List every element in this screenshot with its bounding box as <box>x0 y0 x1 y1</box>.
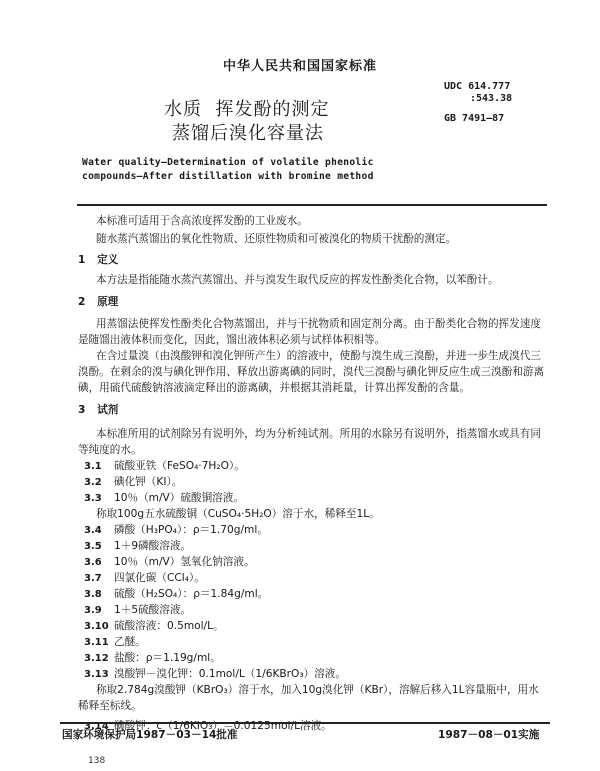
approval-date: 国家环境保护局1987－03－14批准 <box>62 729 238 741</box>
section3-intro-line1: 本标准所用的试剂除另有说明外，均为分析纯试剂。所用的水除另有说明外，指蒸馏水或具有同 <box>96 428 541 440</box>
section2-p2-line2: 溴酚。在剩余的溴与碘化钾作用、释放出游离碘的同时，溴代三溴酚与碘化钾反应生成三溴酚和游离 <box>78 366 545 378</box>
item-text: 称取2.784g溴酸钾（KBrO₃）溶于水，加入10g溴化钾（KBr），溶解后移入1L容量瓶中，用水 <box>96 684 539 696</box>
item-number: 3.9 <box>84 605 102 616</box>
section1-heading <box>78 254 118 267</box>
section3-title: 试剂 <box>97 404 119 416</box>
item-number: 3.2 <box>84 477 102 488</box>
section1-number: 1 <box>78 254 86 266</box>
bottom-divider <box>60 722 550 724</box>
section3-heading <box>78 404 118 417</box>
item-number: 3.11 <box>84 637 109 648</box>
english-title-line2: compounds—After distillation with bromine method <box>82 171 374 182</box>
item-text: 稀释至标线。 <box>78 700 142 712</box>
implementation-date: 1987－08－01实施 <box>438 729 540 741</box>
page-number: 138 <box>88 756 106 766</box>
section2-p1-line1: 用蒸馏法使挥发性酚类化合物蒸馏出，并与干扰物质和固定剂分离。由于酚类化合物的挥发速度 <box>96 318 541 330</box>
item-number: 3.12 <box>84 653 109 664</box>
item-text: 碘化钾（KI）。 <box>114 476 183 488</box>
item-number: 3.6 <box>84 557 102 568</box>
item-text: 磷酸（H₃PO₄）：ρ＝1.70g/ml。 <box>114 524 268 536</box>
item-text: 1＋5硫酸溶液。 <box>114 604 192 616</box>
item-text: 四氯化碳（CCl₄）。 <box>114 572 205 584</box>
item-text: 1＋9磷酸溶液。 <box>114 540 192 552</box>
item-number: 3.8 <box>84 589 102 600</box>
item-text: 硫酸亚铁（FeSO₄·7H₂O）。 <box>114 460 245 472</box>
item-number: 3.10 <box>84 621 109 632</box>
gb-standard-code: GB 7491—87 <box>444 113 505 124</box>
section2-p2-line3: 碘，用硫代硫酸钠溶液滴定释出的游离碘，并根据其消耗量，计算出挥发酚的含量。 <box>78 382 470 394</box>
section2-p2-line1: 在含过量溴（由溴酸钾和溴化钾所产生）的溶液中，使酚与溴生成三溴酚，并进一步生成溴代三 <box>96 350 541 362</box>
section1-text: 本方法是指能随水蒸汽蒸馏出、并与溴发生取代反应的挥发性酚类化合物，以苯酚计。 <box>96 274 499 286</box>
top-divider <box>77 204 547 206</box>
item-text: 硫酸溶液：0.5mol/L。 <box>114 620 224 632</box>
section1-title: 定义 <box>97 254 119 266</box>
section3-number: 3 <box>78 404 86 416</box>
section3-intro-line2: 等纯度的水。 <box>78 444 142 456</box>
item-text: 溴酸钾－溴化钾：0.1mol/L（1/6KBrO₃）溶液。 <box>114 668 346 680</box>
section2-p1-line2: 是随馏出液体积而变化，因此，馏出液体积必须与试样体积相等。 <box>78 334 386 346</box>
section2-heading <box>78 296 118 309</box>
item-number: 3.3 <box>84 493 102 504</box>
item-text: 盐酸：ρ＝1.19g/ml。 <box>114 652 221 664</box>
item-text: 10％（m/V）氢氧化钠溶液。 <box>114 556 255 568</box>
section2-title: 原理 <box>97 296 119 308</box>
chinese-title-line1: 水质 挥发酚的测定 <box>164 99 330 120</box>
item-number: 3.1 <box>84 461 102 472</box>
issuing-authority: 中华人民共和国国家标准 <box>222 59 377 74</box>
item-number: 3.14 <box>84 721 109 732</box>
item-number: 3.5 <box>84 541 102 552</box>
item-number: 3.4 <box>84 525 102 536</box>
chinese-title-line2: 蒸馏后溴化容量法 <box>172 123 324 144</box>
item-text: 称取100g五水硫酸铜（CuSO₄·5H₂O）溶于水，稀释至1L。 <box>96 508 380 520</box>
item-number: 3.13 <box>84 669 109 680</box>
item-text: 碘酸钾：c（1/6KIO₃）＝0.0125mol/L溶液。 <box>114 720 332 732</box>
udc-code-line2: :543.38 <box>470 93 513 104</box>
item-text: 硫酸（H₂SO₄）：ρ＝1.84g/ml。 <box>114 588 269 600</box>
item-number: 3.7 <box>84 573 102 584</box>
section2-number: 2 <box>78 296 86 308</box>
udc-code-line1: UDC 614.777 <box>444 81 511 92</box>
intro-line2: 随水蒸汽蒸馏出的氧化性物质、还原性物质和可被溴化的物质干扰酚的测定。 <box>96 233 457 245</box>
english-title-line1: Water quality—Determination of volatile phenolic <box>82 157 374 168</box>
intro-line1: 本标准可适用于含高浓度挥发酚的工业废水。 <box>96 215 308 227</box>
item-text: 乙醚。 <box>114 636 146 648</box>
item-text: 10％（m/V）硫酸铜溶液。 <box>114 492 244 504</box>
